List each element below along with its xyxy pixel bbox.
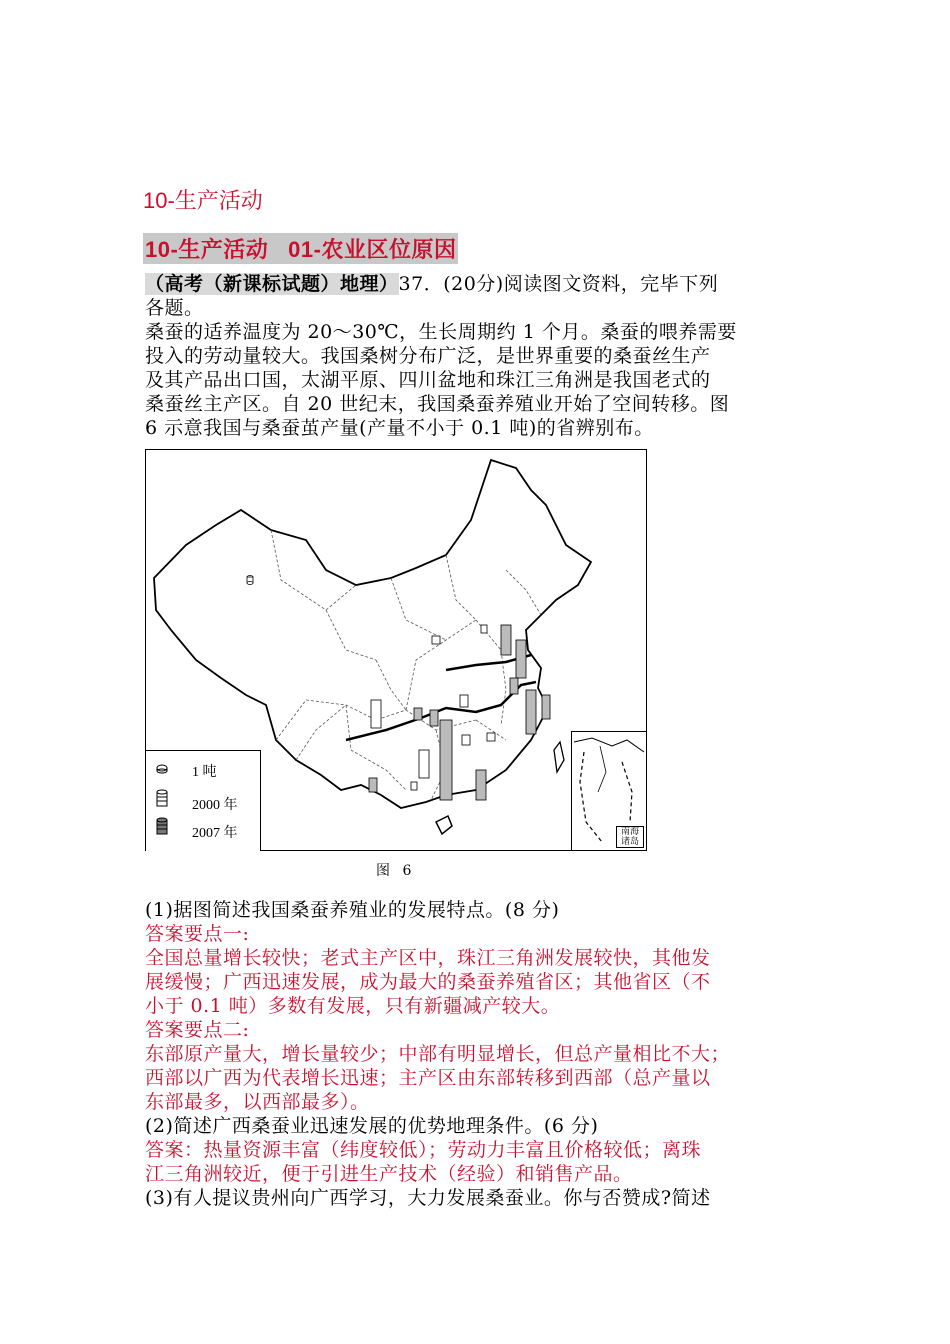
south-china-sea-inset (571, 731, 646, 850)
answer-2-title: 答案要点二: (145, 1019, 250, 1041)
subsection-heading: 10-生产活动 01-农业区位原因 (143, 233, 458, 264)
year-2007-symbol-icon (154, 817, 170, 837)
map-legend (146, 750, 261, 851)
question-2: (2)简述广西桑蚕业迅速发展的优势地理条件。(6 分) (145, 1115, 599, 1137)
intro-paragraph: （高考（新课标试题）地理）37．(20分)阅读图文资料，完毕下列 各题。 桑蚕的适养温度为 20～30℃，生长周期约 1 个月。桑蚕的喂养需要 投入的劳动量较大。我国桑树分布广泛，是世界重要的桑蚕丝生产 及其产品出口国，太湖平原、四川盆地和珠江三角洲是我国老式的 桑蚕丝主产区。自 20 世纪末，我国桑蚕养殖业开始了空间转移。图 6 示意我国与桑蚕茧产量(产量不小于 0.1 吨)的省辨别布。 (145, 273, 737, 439)
legend-label-2000: 2000 年 (192, 798, 238, 813)
question-3: (3)有人提议贵州向广西学习，大力发展桑蚕业。你与否赞成?简述 (145, 1187, 711, 1209)
source-tag: （高考（新课标试题）地理） (145, 273, 399, 295)
section-heading: 10-生产活动 (143, 188, 263, 213)
china-silkworm-map (145, 449, 647, 851)
question-section: (1)据图简述我国桑蚕养殖业的发展特点。(8 分) 答案要点一: 全国总量增长较快；老式主产区中，珠江三角洲发展较快，其他发 展缓慢；广西迅速发展，成为最大的桑蚕养殖省区；其他省区（不 小于 0.1 吨）多数有发展，只有新疆减产较大。 答案要点二: 东部原产量大，增长量较少；中部有明显增长，但总产量相比不大； 西部以广西为代表增长迅速；主产区由东部转移到西部（总产量以 东部最多，以西部最多）。 (2)简述广西桑蚕业迅速发展的优势地理条件。(6 分) 答案：热量资源丰富（纬度较低）；劳动力丰富且价格较低；离珠 江三角洲较近，便于引进生产技术（经验）和销售产品。 (3)有人提议贵州向广西学习，大力发展桑蚕业。你与否赞成?简述 (145, 898, 815, 1210)
question-1: (1)据图简述我国桑蚕养殖业的发展特点。(8 分) (145, 899, 560, 921)
answer-1-title: 答案要点一: (145, 923, 250, 945)
year-2000-symbol-icon (154, 789, 170, 809)
one-ton-symbol-icon (154, 763, 170, 775)
legend-label-1t: 1 吨 (192, 765, 217, 780)
answer-3: 答案：热量资源丰富（纬度较低）；劳动力丰富且价格较低；离珠 (145, 1139, 702, 1161)
figure-caption: 图 6 (376, 863, 416, 879)
legend-label-2007: 2007 年 (192, 826, 238, 841)
inset-label: 南海诸岛 (616, 826, 644, 848)
